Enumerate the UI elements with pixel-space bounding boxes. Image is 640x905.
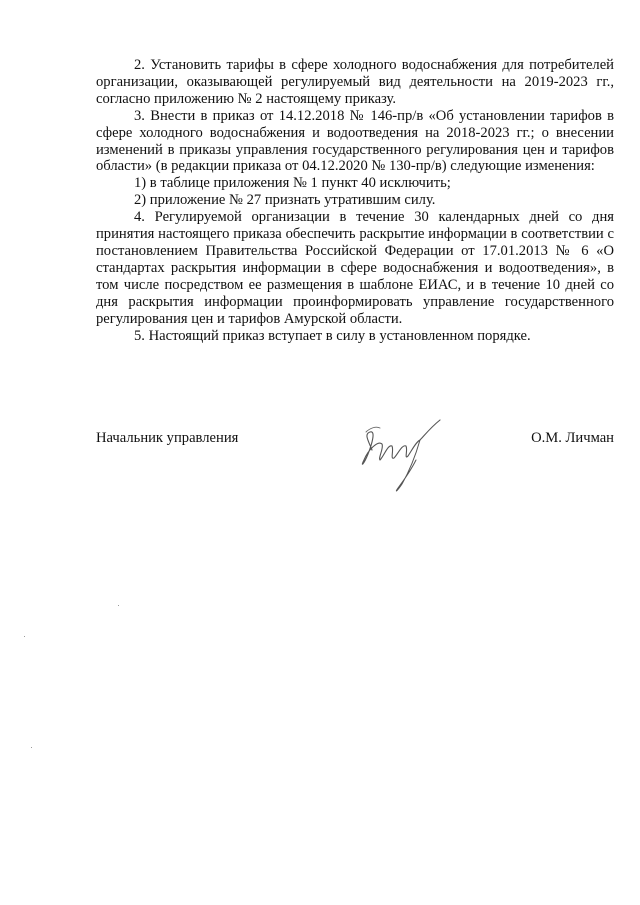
paragraph-3-item-1: 1) в таблице приложения № 1 пункт 40 исключить; [134,175,451,192]
handwritten-signature [350,410,450,496]
paragraph-5: 5. Настоящий приказ вступает в силу в установленном порядке. [134,327,531,344]
scan-mark [31,747,32,748]
signatory-title: Начальник управления [96,430,239,446]
scan-mark [118,605,119,606]
paragraph-2: 2. Установить тарифы в сфере холодного водоснабжения для потребителей организации, оказывающей регулируемый вид деятельности на 2019-2023 гг., согласно приложению № 2 настоящему приказу. [96,57,614,107]
paragraph-3: 3. Внести в приказ от 14.12.2018 № 146-пр/в «Об установлении тарифов в сфере холодного водоснабжения и водоотведения на 2018-2023 гг.; о внесении изменений в приказы управления государственного регулирования цен и тарифов области» (в редакции приказа от 04.12.2020 № 130-пр/в) следующие изменения: [96,107,614,175]
paragraph-4: 4. Регулируемой организации в течение 30 календарных дней со дня принятия настоящего приказа обеспечить раскрытие информации в соответствии с постановлением Правительства Российской Федерации от 17.01.2013 № 6 «О стандартах раскрытия информации в сфере водоснабжения и водоотведения», в том числе посредством ее размещения в шаблоне ЕИАС, и в течение 10 дней со дня раскрытия информации проинформировать управление государственного регулирования цен и тарифов Амурской области. [96,209,614,327]
paragraph-3-item-2: 2) приложение № 27 признать утратившим силу. [134,192,436,209]
document-body [96,57,614,344]
scan-mark [24,636,25,637]
signatory-name: О.М. Личман [531,430,614,446]
